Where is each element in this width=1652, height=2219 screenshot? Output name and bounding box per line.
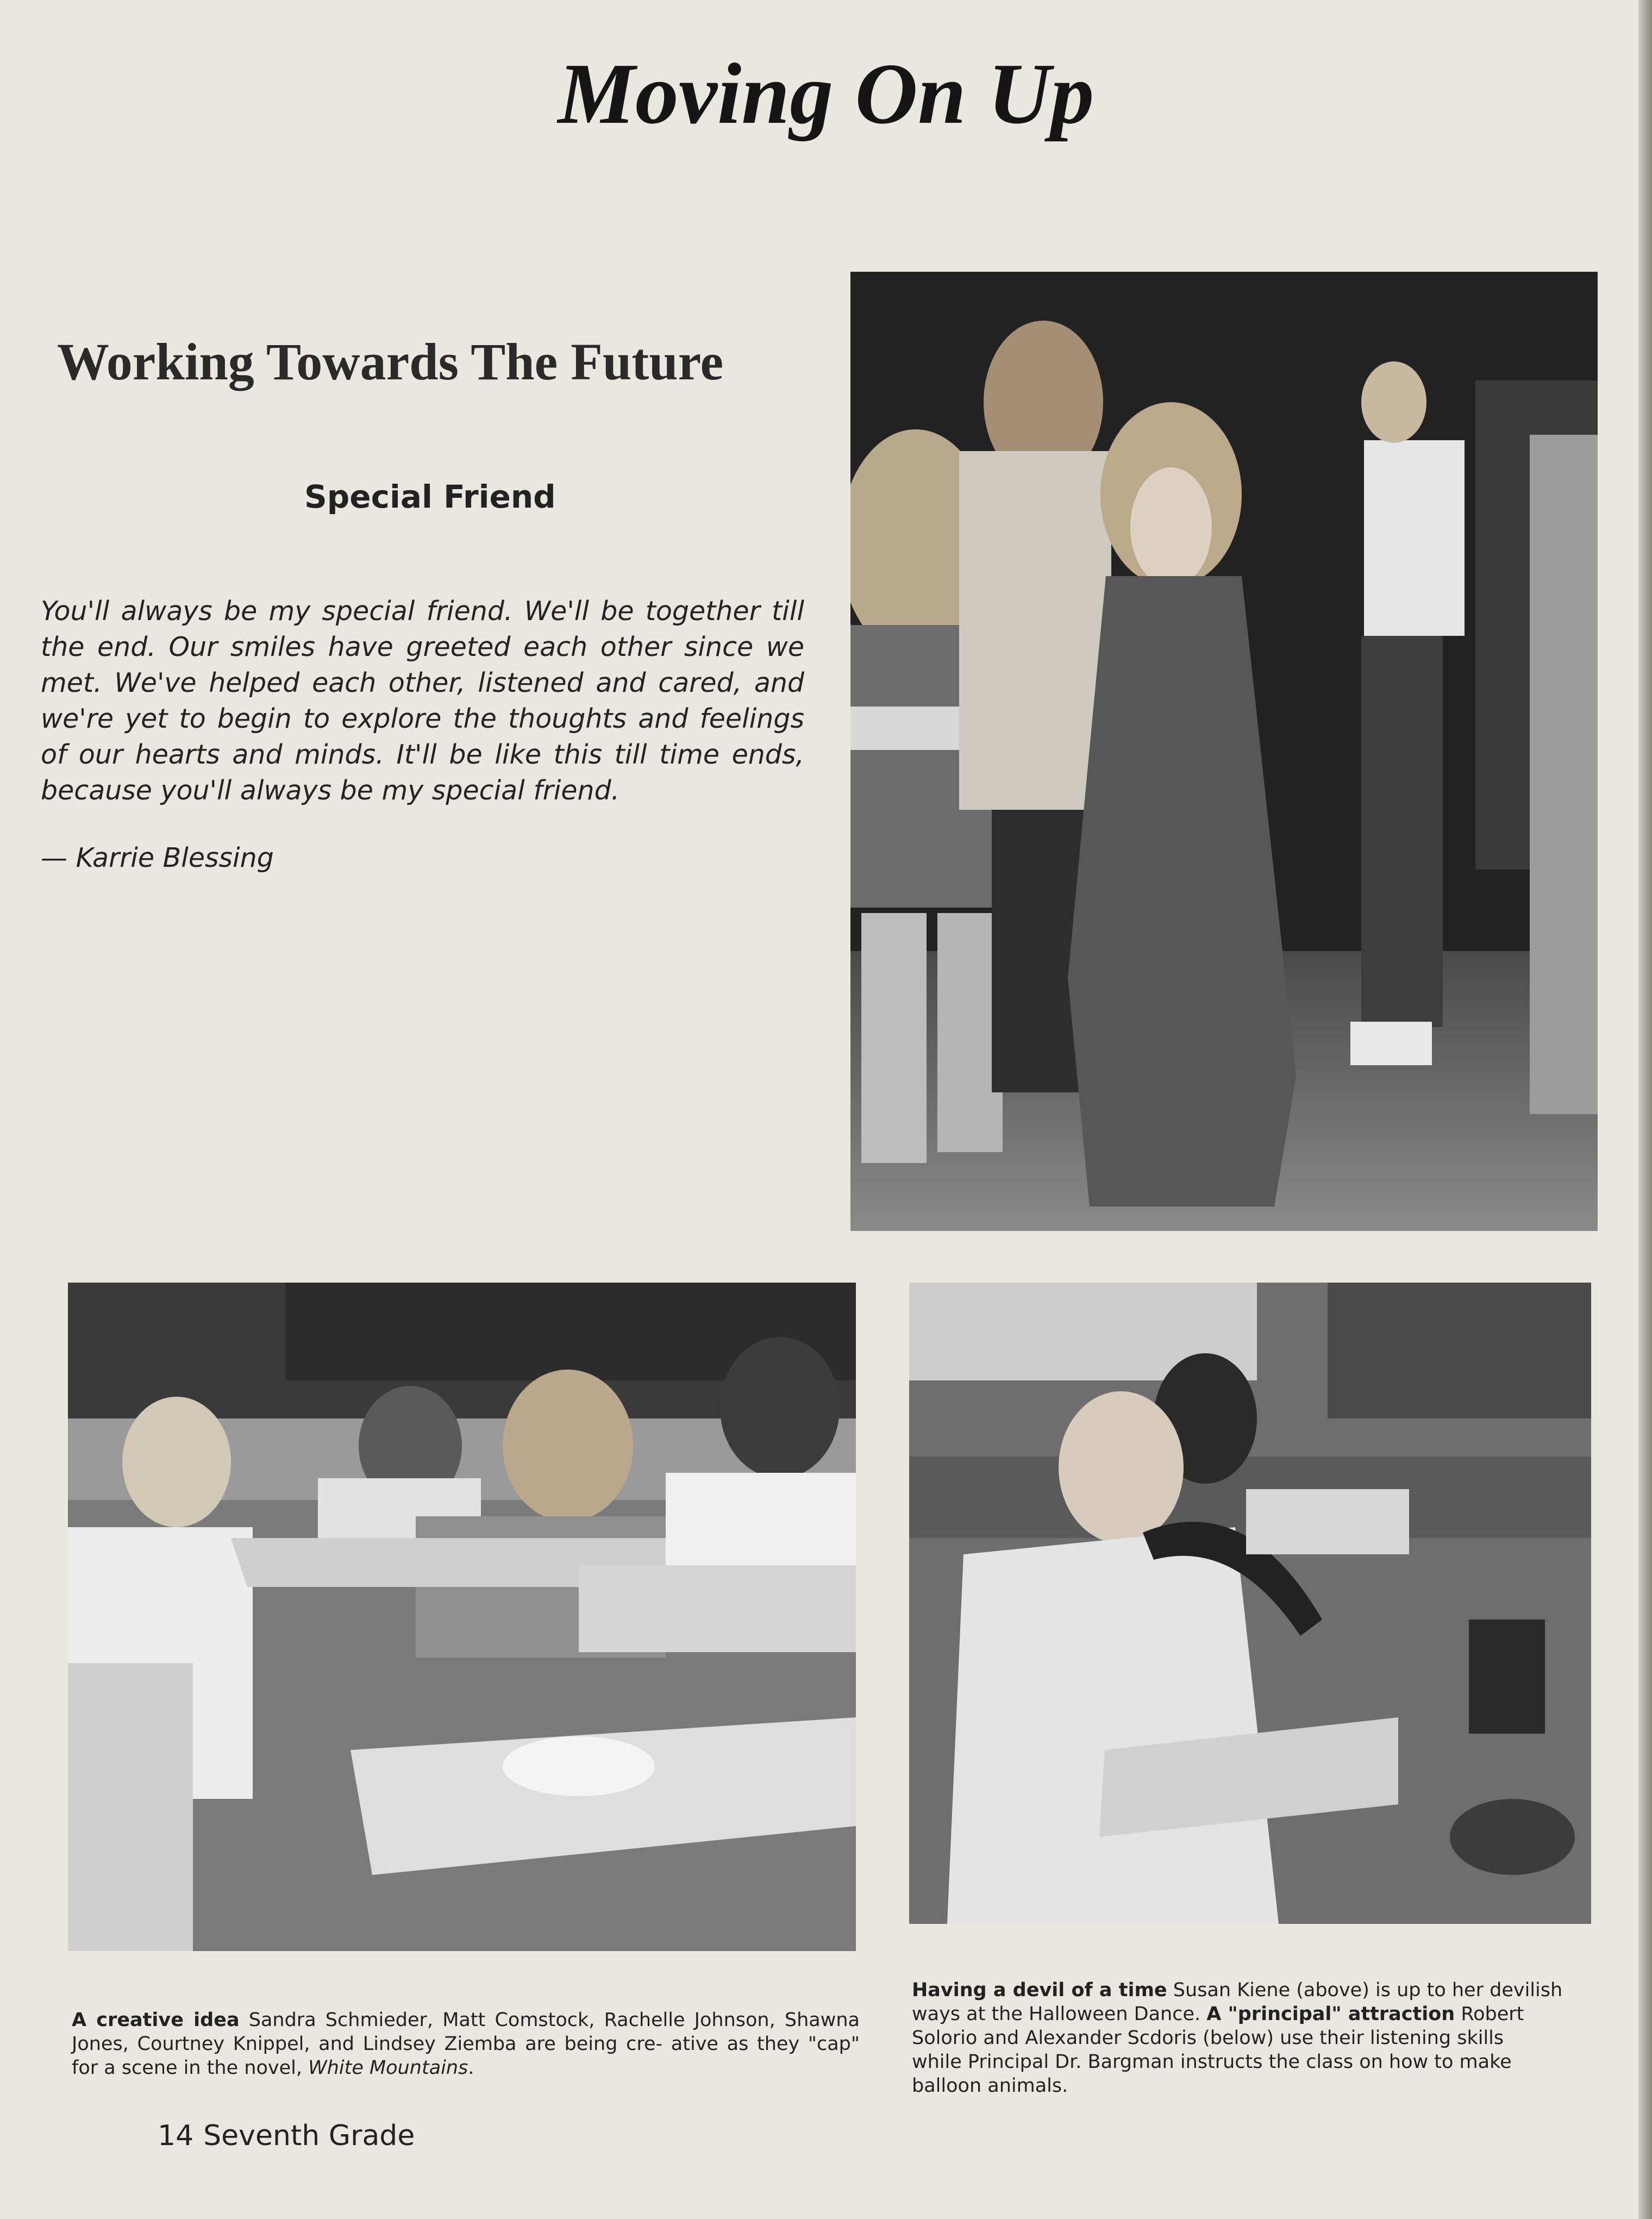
poem-body bbox=[41, 593, 804, 809]
photo-classroom-caps-image bbox=[68, 1283, 856, 1951]
poem-line: we met. We've helped each other, listened and bbox=[41, 632, 804, 698]
caption-text: ways at the Halloween Dance. bbox=[912, 2003, 1207, 2025]
photo-classroom-caps bbox=[68, 1283, 856, 1951]
poem-line: You'll always be my special friend. We'll be together bbox=[41, 596, 760, 627]
page-edge bbox=[1638, 0, 1652, 2219]
caption-lead: A "principal" attraction bbox=[1206, 2003, 1455, 2025]
caption-text: Susan Kiene (above) is up to her devilish bbox=[1167, 1979, 1563, 2001]
caption-line bbox=[912, 1978, 1598, 2002]
caption-halloween-balloons bbox=[912, 1978, 1598, 2098]
photo-balloon-animals-image bbox=[909, 1283, 1591, 1924]
caption-book-title: White Mountains bbox=[308, 2057, 468, 2079]
caption-text: Sandra Schmieder, Matt Comstock, Rachelle Johnson, Shawna Jones, Courtney Knippel, and Lindsey Ziemba are being cre- ative as they "cap" for a scene in the novel, bbox=[72, 2009, 860, 2079]
folio bbox=[158, 2120, 424, 2152]
caption-end: . bbox=[468, 2057, 474, 2079]
photo-halloween-dance bbox=[850, 272, 1598, 1231]
caption-line: Solorio and Alexander Scdoris (below) use their listening skills bbox=[912, 2027, 1504, 2049]
caption-lead: Having a devil of a time bbox=[912, 1979, 1167, 2001]
poem-line: till the end. Our smiles have greeted each other since bbox=[41, 596, 805, 662]
poem-title: Special Friend bbox=[304, 478, 556, 515]
caption-text: Robert bbox=[1455, 2003, 1524, 2025]
poem-line: cared, and we're yet to begin to explore the thoughts bbox=[41, 667, 805, 734]
caption-line: while Principal Dr. Bargman instructs the class on how to make bbox=[912, 2051, 1512, 2073]
poem-author: — Karrie Blessing bbox=[41, 842, 274, 873]
caption-line: balloon animals. bbox=[912, 2075, 1068, 2097]
photo-halloween-dance-image bbox=[850, 272, 1598, 1231]
page-number: 14 bbox=[158, 2120, 194, 2152]
section-heading: Working Towards The Future bbox=[57, 333, 724, 391]
caption-classroom-caps bbox=[72, 2008, 860, 2080]
photo-balloon-animals bbox=[909, 1283, 1591, 1924]
section-name: Seventh Grade bbox=[203, 2120, 415, 2152]
caption-line bbox=[912, 2002, 1598, 2026]
poem-line: time ends, because you'll always be my special friend. bbox=[41, 739, 805, 806]
poem-line: and feelings of our hearts and minds. It'll be like this till bbox=[41, 703, 804, 770]
page-title: Moving On Up bbox=[558, 45, 1094, 142]
caption-lead: A creative idea bbox=[72, 2009, 240, 2031]
